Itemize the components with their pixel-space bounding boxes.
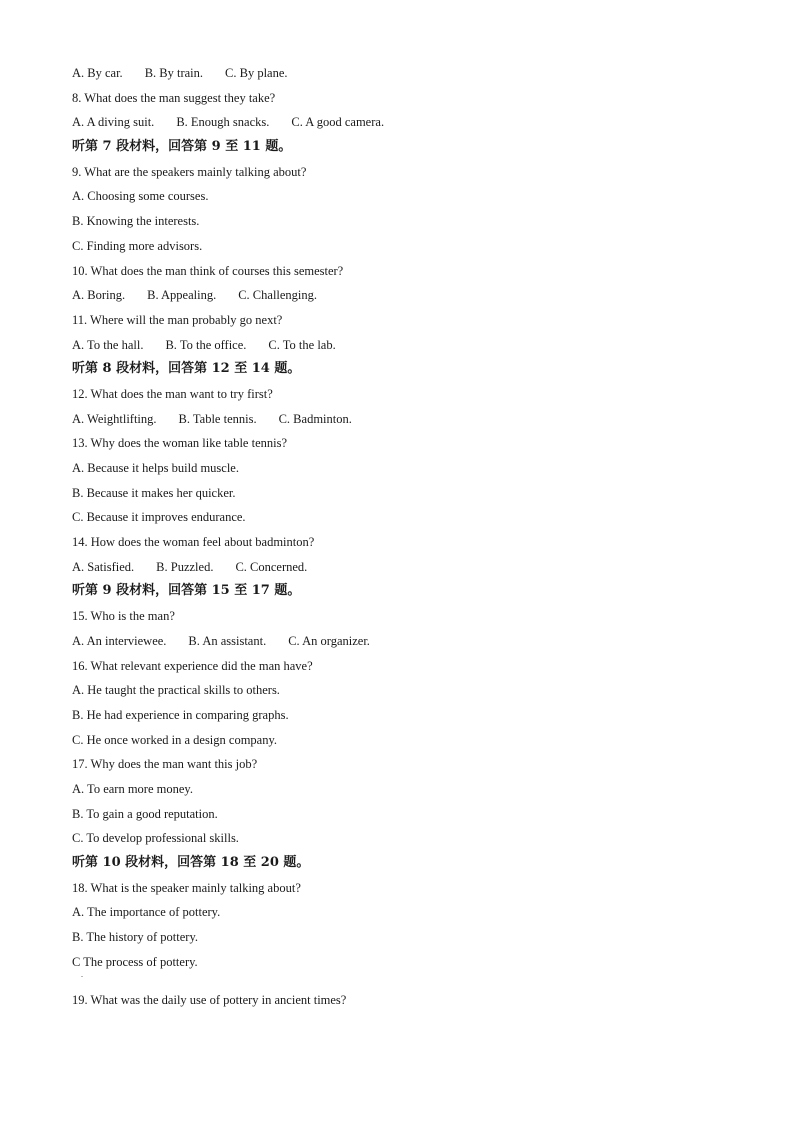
answer-option: C. Because it improves endurance. xyxy=(72,510,246,525)
question-text: 11. Where will the man probably go next? xyxy=(72,312,283,327)
answer-option: C. To develop professional skills. xyxy=(72,831,239,846)
stray-mark xyxy=(72,970,752,988)
option-row xyxy=(72,407,752,432)
answer-option: A. To earn more money. xyxy=(72,781,193,796)
option-row xyxy=(72,283,752,308)
answer-option: A. Boring. xyxy=(72,288,126,303)
answer-option: B. Enough snacks. xyxy=(176,115,270,130)
answer-option: B. The history of pottery. xyxy=(72,930,199,945)
answer-option: A. Satisfied. xyxy=(72,559,135,574)
question-text: 10. What does the man think of courses this semester? xyxy=(72,263,344,278)
answer-option: A. By car. xyxy=(72,66,123,80)
answer-option: C. Finding more advisors. xyxy=(72,238,203,253)
answer-option: B. He had experience in comparing graphs. xyxy=(72,707,289,722)
section-heading: 听第 8 段材料，回答第 12 至 14 题。 xyxy=(72,361,301,377)
option-row xyxy=(72,333,752,358)
answer-option: C. Challenging. xyxy=(238,288,318,303)
answer-option: B. An assistant. xyxy=(188,633,267,648)
answer-option: B. Appealing. xyxy=(147,288,217,303)
answer-option: A. A diving suit. xyxy=(72,115,155,130)
answer-option: A. An interviewee. xyxy=(72,633,167,648)
answer-option: C The process of pottery. xyxy=(72,954,198,969)
answer-option: A. Weightlifting. xyxy=(72,411,157,426)
answer-option: B. Because it makes her quicker. xyxy=(72,485,236,500)
question-text: 13. Why does the woman like table tennis? xyxy=(72,436,287,451)
option-row xyxy=(72,629,752,654)
question-text: 18. What is the speaker mainly talking about? xyxy=(72,880,301,895)
answer-option: C. By plane. xyxy=(225,66,288,80)
answer-option: A. He taught the practical skills to others. xyxy=(72,683,280,698)
answer-option: C. Concerned. xyxy=(235,559,308,574)
question-text: 16. What relevant experience did the man have? xyxy=(72,658,313,673)
answer-option: A. Choosing some courses. xyxy=(72,189,209,204)
section-heading: 听第 10 段材料，回答第 18 至 20 题。 xyxy=(72,855,310,870)
answer-option: B. By train. xyxy=(144,66,204,80)
answer-option: C. He once worked in a design company. xyxy=(72,732,278,747)
option-row xyxy=(72,61,752,86)
section-heading: 听第 9 段材料，回答第 15 至 17 题。 xyxy=(72,583,301,599)
answer-option: C. An organizer. xyxy=(288,633,370,648)
question-text: 17. Why does the man want this job? xyxy=(72,757,258,772)
question-text: 14. How does the woman feel about badminton? xyxy=(72,535,315,550)
answer-option: C. To the lab. xyxy=(268,337,336,352)
answer-option: C. Badminton. xyxy=(278,411,352,426)
option-row xyxy=(72,110,752,135)
question-text: 8. What does the man suggest they take? xyxy=(72,90,276,105)
answer-option: A. Because it helps build muscle. xyxy=(72,461,239,475)
question-text: 15. Who is the man? xyxy=(72,609,175,624)
question-text: 12. What does the man want to try first? xyxy=(72,386,273,401)
answer-option: B. Knowing the interests. xyxy=(72,214,200,229)
answer-option: A. To the hall. xyxy=(72,337,144,352)
section-heading: 听第 7 段材料，回答第 9 至 11 题。 xyxy=(72,139,292,155)
option-row xyxy=(72,555,752,580)
question-text: 19. What was the daily use of pottery in ancient times? xyxy=(72,993,347,1008)
stray-dot: . xyxy=(81,970,83,980)
answer-option: B. To the office. xyxy=(165,337,247,352)
answer-option: C. A good camera. xyxy=(291,115,385,130)
answer-option: B. To gain a good reputation. xyxy=(72,806,218,821)
answer-option: A. The importance of pottery. xyxy=(72,905,221,920)
exam-page xyxy=(72,61,752,1013)
answer-option: B. Table tennis. xyxy=(178,411,257,426)
answer-option: B. Puzzled. xyxy=(156,559,214,574)
question-text: 9. What are the speakers mainly talking about? xyxy=(72,164,307,179)
